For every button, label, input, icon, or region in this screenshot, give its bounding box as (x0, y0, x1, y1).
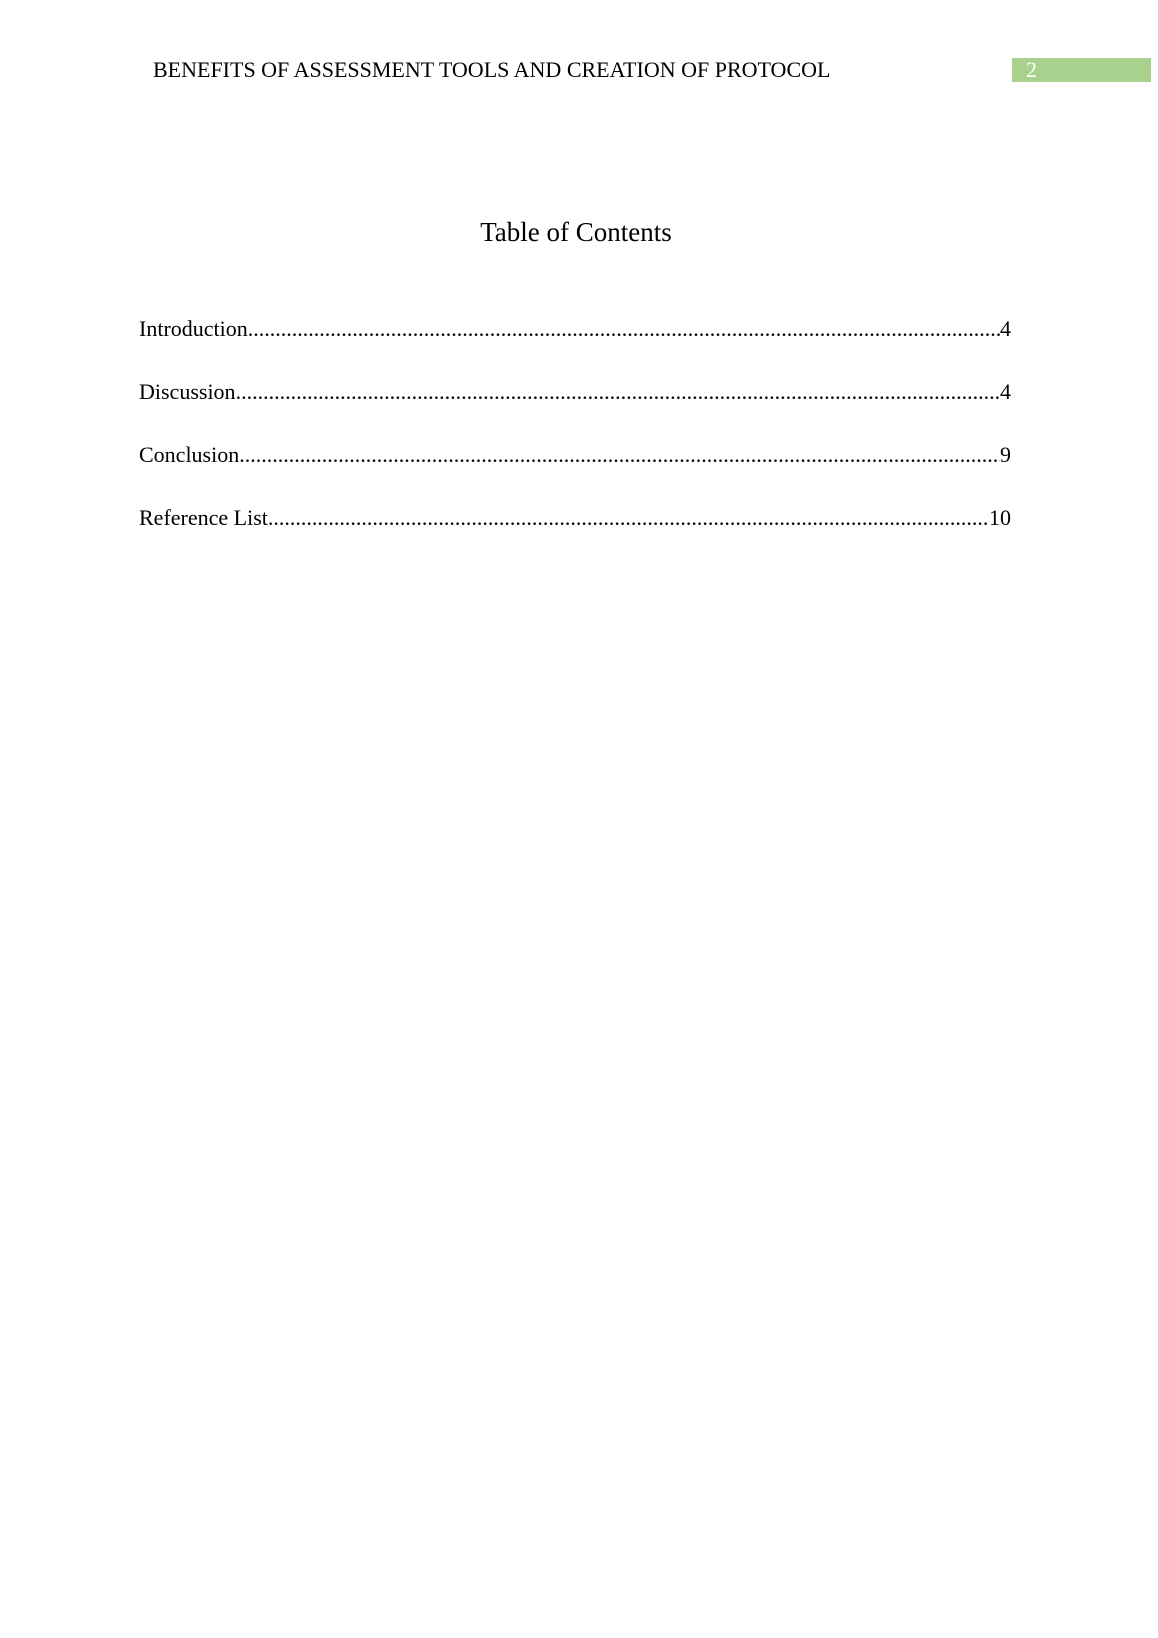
toc-dot-leader (239, 440, 1000, 470)
toc-dot-leader (236, 377, 1000, 407)
toc-entry-reference-list[interactable] (139, 503, 1011, 566)
toc-entry-discussion[interactable] (139, 377, 1011, 440)
page-number-badge (1012, 58, 1151, 82)
toc-entry-page: 4 (1000, 379, 1011, 404)
toc-entry-label: Introduction (139, 316, 248, 341)
toc-entry-introduction[interactable] (139, 314, 1011, 377)
page-number: 2 (1026, 57, 1037, 82)
toc-entry-label: Discussion (139, 379, 236, 404)
toc-dot-leader (268, 503, 989, 533)
toc-list (139, 314, 1011, 566)
toc-entry-page: 9 (1000, 442, 1011, 467)
toc-entry-label: Conclusion (139, 442, 240, 467)
toc-entry-page: 10 (989, 505, 1011, 530)
toc-dot-leader (248, 314, 1000, 344)
toc-title: Table of Contents (480, 217, 672, 247)
running-header-title: BENEFITS OF ASSESSMENT TOOLS AND CREATION OF PROTOCOL (153, 57, 831, 82)
toc-entry-conclusion[interactable] (139, 440, 1011, 503)
toc-entry-label: Reference List (139, 505, 268, 530)
toc-entry-page: 4 (1000, 316, 1011, 341)
